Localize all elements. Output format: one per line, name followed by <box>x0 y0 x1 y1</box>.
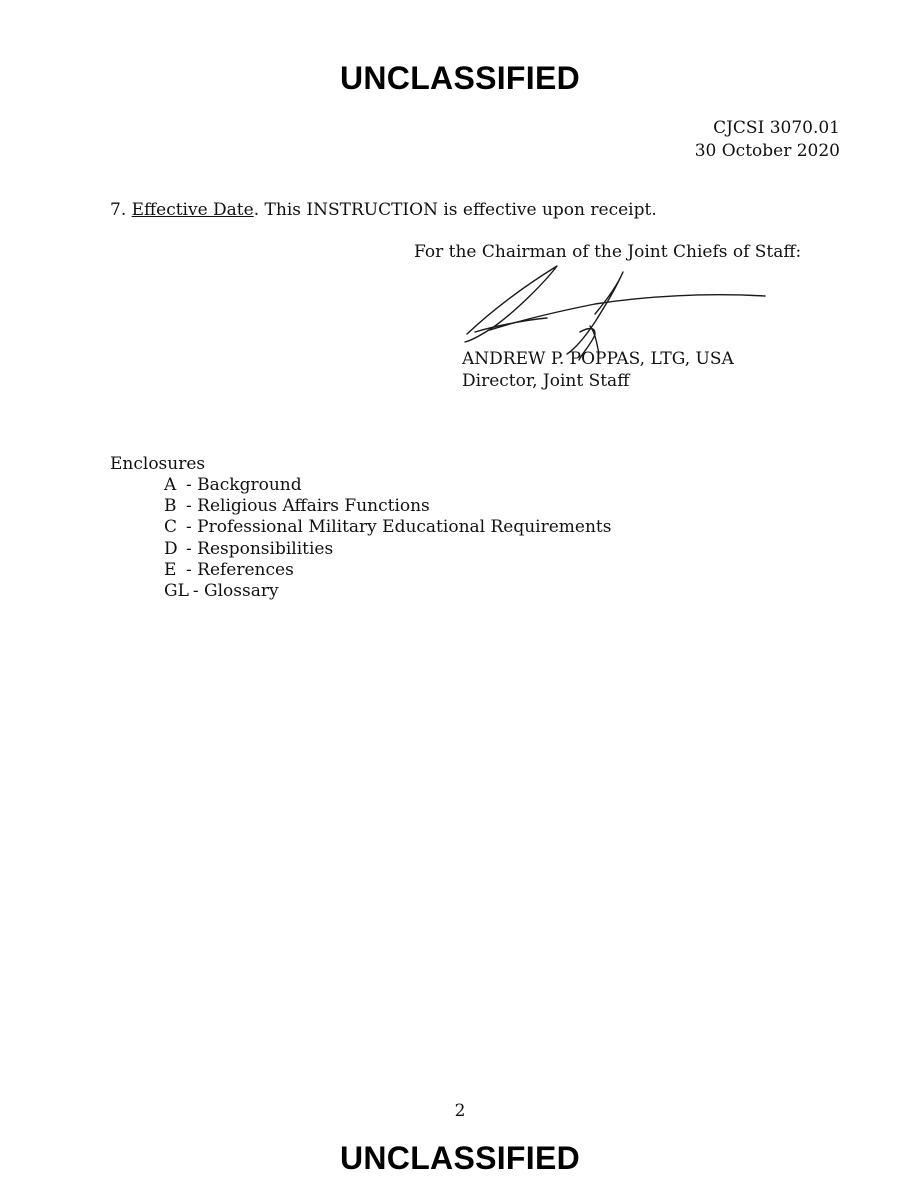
signer-block <box>462 348 734 392</box>
enclosure-letter: A <box>164 475 177 495</box>
enclosure-letter: B <box>164 496 177 517</box>
classification-banner-top: UNCLASSIFIED <box>339 60 581 96</box>
page-number: 2 <box>454 1101 466 1121</box>
document-date: 30 October 2020 <box>694 141 840 161</box>
enclosure-label: - Religious Affairs Functions <box>186 496 430 517</box>
document-number: CJCSI 3070.01 <box>713 118 840 138</box>
list-item <box>164 475 612 496</box>
paragraph-text: . This INSTRUCTION is effective upon receipt. <box>253 200 657 220</box>
enclosure-letter: C <box>164 517 178 538</box>
list-item <box>164 517 612 538</box>
enclosure-label: - Background <box>186 475 302 495</box>
handwritten-signature-icon <box>455 262 770 362</box>
enclosure-label: - References <box>186 559 294 580</box>
enclosure-label: - Responsibilities <box>186 538 334 559</box>
enclosure-letter: E <box>164 559 177 580</box>
enclosure-letter: D <box>164 538 178 559</box>
paragraph-number: 7. <box>110 200 127 220</box>
signer-title: Director, Joint Staff <box>462 371 630 391</box>
paragraph-effective-date <box>110 199 657 222</box>
list-item <box>164 539 612 560</box>
enclosures-title: Enclosures <box>110 454 206 474</box>
paragraph-heading: Effective Date <box>131 200 254 220</box>
classification-banner-bottom: UNCLASSIFIED <box>339 1140 581 1176</box>
list-item <box>164 560 612 581</box>
list-item <box>164 496 612 517</box>
signer-name: ANDREW P. POPPAS, LTG, USA <box>462 349 734 369</box>
document-header <box>695 117 840 163</box>
enclosure-label: - Professional Military Educational Requirements <box>186 517 612 538</box>
enclosures-list <box>164 475 612 602</box>
enclosure-label: - Glossary <box>192 581 279 602</box>
list-item <box>164 581 612 602</box>
enclosure-letter: GL <box>164 581 189 602</box>
signature-intro: For the Chairman of the Joint Chiefs of Staff: <box>414 242 802 262</box>
